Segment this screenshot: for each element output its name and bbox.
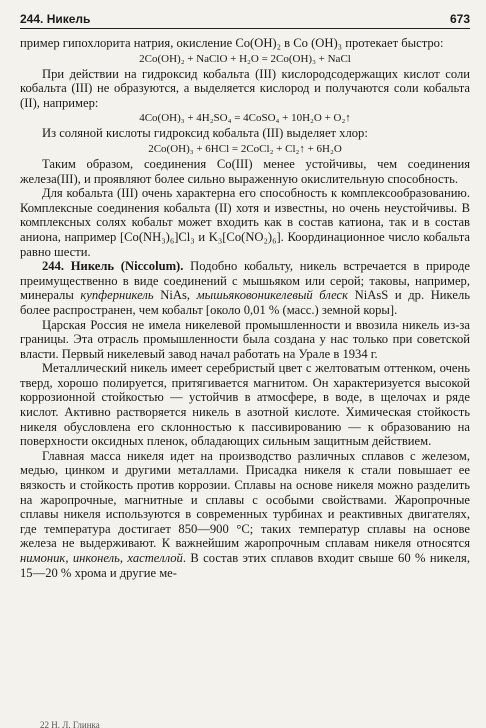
- paragraph: Для кобальта (III) очень характерна его способность к комплексообразованию. Комплексные соединения кобальта (II) хотя и известны, но очень неустойчивы. В комплексных солях кобальт может входить как в состав катиона, так и в состав аниона, например [Co(NH₃)₆]Cl₃ и K₃[Co(NO₂)₆]. Координационное число кобальта равно шести.: [20, 186, 470, 259]
- paragraph: Металлический никель имеет серебристый цвет с желтоватым оттенком, очень тверд, хорошо полируется, притягивается магнитом. Он характеризуется высокой коррозионной стойкостью — устойчив в атмосфере, в воде, в щелочах и ряде кислот. Активно растворяется никель в азотной кислоте. Химическая стойкость никеля обусловлена его склонностью к пассивированию — к образованию на поверхности оксидных пленок, обладающих сильным защитным действием.: [20, 361, 470, 449]
- text-run: Подобно кобальту, никель встречается в природе преимущественно в виде соединений с мышьяком или серой; таковы, например, минералы: [20, 259, 470, 303]
- equation: 4Co(OH)₃ + 4H₂SO₄ = 4CoSO₄ + 10H₂O + O₂↑: [139, 112, 351, 125]
- paragraph: При действии на гидроксид кобальта (III) кислородсодержащих кислот соли кобальта (III) не образуются, а выделяется кислород и получаются соли кобальта (II), например:: [20, 66, 470, 110]
- paragraph: пример гипохлорита натрия, окисление Co(OH)₂ в Co (OH)₃ протекает быстро:: [20, 36, 444, 50]
- page-body: [20, 36, 470, 580]
- paragraph: Царская Россия не имела никелевой промышленности и ввозила никель из-за границы. Эта отрасль промышленности была создана у нас только при советской власти. Первый никелевый завод начал работать на Урале в 1934 г.: [20, 317, 470, 361]
- header-title: 244. Никель: [20, 12, 91, 26]
- running-header: [20, 12, 470, 29]
- emphasis-term: купферникель: [80, 288, 154, 303]
- paragraph: [20, 259, 470, 317]
- text-run: Главная масса никеля идет на производство различных сплавов с железом, медью, цинком и другими металлами. Присадка никеля к стали повышает ее вязкость и стойкость против коррозии. Сплавы на основе никеля можно разделить на жаропрочные, магнитные и сплавы с особыми свойствами. Жаропрочные сплавы никеля используются в современных турбинах и реактивных двигателях, где температура достигает 850—900 °С; таких температур сплавы на основе железа не выдерживают. К важнейшим жаропрочным сплавам никеля относятся: [20, 448, 470, 551]
- emphasis-term: нимоник, инконель, хастеллой: [20, 551, 183, 565]
- paragraph: [20, 449, 470, 580]
- emphasis-term: мышьяковоникелевый блеск: [196, 288, 349, 303]
- paragraph: Из соляной кислоты гидроксид кобальта (III) выделяет хлор:: [42, 126, 368, 141]
- text-run: NiAs,: [153, 288, 197, 303]
- text-run: NiAsS и др. Никель более распространен, чем кобальт [около 0,01 % (масс.) земной коры].: [20, 288, 470, 317]
- text-run: . В состав этих сплавов входит свыше 60 % никеля, 15—20 % хрома и другие ме-: [20, 551, 471, 580]
- paragraph: Таким образом, соединения Co(III) менее устойчивы, чем соединения железа(III), и проявляют более сильно выраженную окислительную способность.: [20, 156, 470, 186]
- equation: 2Co(OH)₃ + 6HCl = 2CoCl₂ + Cl₂↑ + 6H₂O: [148, 142, 342, 155]
- section-heading: 244. Никель (Niccolum).: [42, 259, 184, 274]
- page-footer: 22 Н. Л. Глинка: [40, 720, 100, 728]
- page-number: 673: [449, 12, 470, 26]
- equation: 2Co(OH)₂ + NaClO + H₂O = 2Co(OH)₃ + NaCl: [139, 52, 351, 65]
